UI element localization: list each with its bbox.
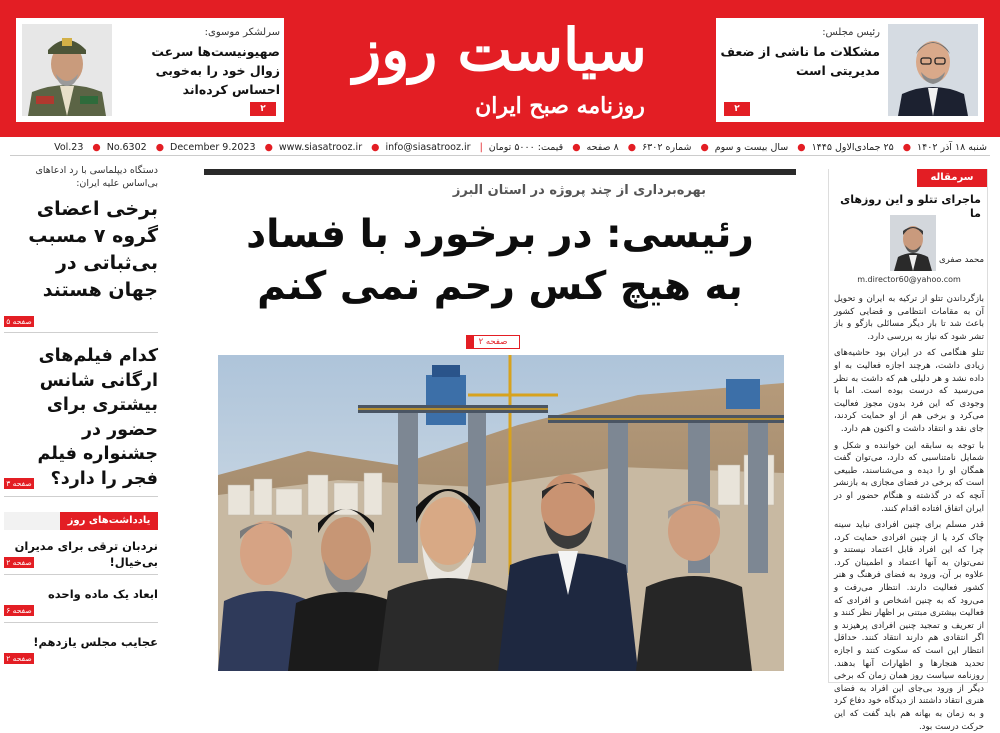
masthead: [0, 0, 1000, 137]
separator-dot: ●: [572, 142, 581, 153]
story-g7[interactable]: [4, 164, 158, 304]
general-portrait: [22, 24, 112, 116]
editorial-tab: سرمقاله: [917, 169, 987, 187]
email-link[interactable]: info@siasatrooz.ir: [385, 142, 471, 153]
separator-dot: ●: [155, 142, 164, 153]
note-item[interactable]: ابعاد یک ماده واحده: [47, 587, 158, 601]
masthead-left-text: [120, 26, 280, 99]
lead-story-photo[interactable]: [218, 355, 784, 671]
masthead-story-right[interactable]: [716, 18, 984, 122]
separator-dot: ●: [92, 142, 101, 153]
issue-number-en: No.6302: [106, 142, 147, 153]
logo-title: سیاست روز: [353, 16, 647, 84]
page-reference-tag: صفحه ۳: [4, 478, 34, 489]
page-reference-tag: صفحه ۵: [4, 316, 34, 327]
page-reference-tag: ۲: [250, 102, 276, 116]
divider: [4, 574, 158, 575]
website-link[interactable]: www.siasatrooz.ir: [278, 142, 363, 153]
masthead-left-kicker: سرلشکر موسوی:: [204, 27, 280, 38]
page-count: ۸ صفحه: [586, 142, 619, 153]
author-email[interactable]: m.director60@yahoo.com: [857, 275, 961, 284]
note-item[interactable]: نردبان ترقی برای مدیران بی‌خیال!: [14, 539, 158, 569]
story-g7-kicker: دستگاه دیپلماسی با رد ادعاهای بی‌اساس علیه ایران:: [35, 165, 158, 189]
masthead-right-headline[interactable]: مشکلات ما ناشی از ضعف مدیریتی است: [720, 44, 880, 78]
logo-subtitle: روزنامه صبح ایران: [475, 93, 645, 119]
masthead-right-text: [720, 26, 880, 80]
newspaper-logo: [330, 8, 670, 128]
separator-dot: ●: [627, 142, 637, 153]
editorial-paragraph: بازگرداندن تتلو از ترکیه به ایران و تحویل آن به مقامات انتظامی و قضایی کشور باعث شد تا بار دیگر مسائلی بازگو و باز تشر شود که نیاز به بررسی دارد.: [834, 294, 984, 342]
page-reference-tag: صفحه ۲: [4, 557, 34, 568]
publication-year: سال بیست و سوم: [714, 142, 789, 153]
separator-dot: |: [479, 142, 483, 153]
author-box: [834, 215, 984, 297]
page-reference-marker: [466, 335, 474, 349]
masthead-right-kicker: رئیس مجلس:: [822, 27, 880, 38]
issue-info-strip: [10, 140, 990, 156]
story-fajr-festival[interactable]: [4, 344, 158, 491]
lead-story-supertitle: بهره‌برداری از چند پروژه در استان البرز: [452, 183, 706, 198]
page-reference-tag: صفحه ۶: [4, 605, 34, 616]
divider: [4, 332, 158, 333]
volume-en: Vol.23: [54, 142, 84, 153]
editorial-column: [828, 169, 988, 732]
editorial-title[interactable]: ماجرای تتلو و این روزهای ما: [840, 193, 981, 220]
author-name: محمد صفری: [939, 255, 984, 265]
notes-header-bar: [4, 512, 60, 530]
note-item[interactable]: عجایب مجلس یازدهم!: [33, 635, 158, 649]
masthead-left-headline[interactable]: صهیونیست‌ها سرعت زوال خود را به‌خوبی احساس کرده‌اند: [151, 44, 280, 97]
divider: [4, 622, 158, 623]
separator-dot: ●: [700, 142, 709, 153]
date-english: December 9.2023: [170, 142, 256, 153]
lead-story-headline[interactable]: رئیسی: در برخورد با فساد به هیچ کس رحم نمی کنم: [246, 212, 754, 309]
daily-notes-tab: یادداشت‌های روز: [60, 512, 158, 530]
separator-dot: ●: [264, 142, 273, 153]
story-fajr-headline[interactable]: کدام فیلم‌های ارگانی شانس بیشتری برای حضور در جشنواره فیلم فجر را دارد؟: [37, 346, 158, 489]
divider: [4, 496, 158, 497]
issue-number-fa: شماره ۶۳۰۲: [642, 142, 692, 153]
left-column: [0, 160, 162, 683]
separator-dot: ●: [902, 142, 912, 153]
story-g7-headline[interactable]: برخی اعضای گروه ۷ مسبب بی‌ثباتی در جهان هستند: [28, 198, 158, 301]
lead-story-top-rule: [204, 169, 796, 175]
price: قیمت: ۵۰۰۰ تومان: [488, 142, 564, 153]
page-reference-tag: صفحه ۲: [466, 335, 520, 349]
lead-story: [204, 169, 796, 683]
date-persian: شنبه ۱۸ آذر ۱۴۰۲: [917, 142, 987, 153]
editorial-paragraph: تتلو هنگامی که در ایران بود حاشیه‌های زیادی داشت، هرچند اجازه فعالیت به او داده نشد و هر دلیلی هم که داشت به نظر می‌رسید که درست بوده است. اما با وجودی که این فرد بدون مجوز فعالیت می‌کرد و برخی هم از او حمایت کردند، جای نقد و انتقاد داشت و اکنون هم دارد.: [834, 348, 984, 434]
separator-dot: ●: [371, 142, 380, 153]
editorial-body: [834, 293, 984, 732]
editorial-paragraph: قدر مسلم برای چنین افرادی نباید سینه چاک کرد یا از چنین افرادی حمایت کرد، چرا که این افراد قابل اعتماد نیستند و نمی‌توان به آنها اعتماد و اطمینان کرد. علاوه بر آن، ورود به فضای فرهنگ و هنر کشور فعالیت دارند. انتظار می‌رفت و می‌رود که به چنین اشخاص و افرادی که فعالیت بیشتری مبتنی بر اظهار نظر کنند و از تعریف و تمجید چنین افرادی پرهیزند و اگر انتقادی هم دارند انتقاد کنند. حداقل انتظار این است که سکوت کنند و اجازه تحدید هنجارها و اظهارات آنها بدهند. روزنامه سیاست روز همان زمان که برخی دیگر از ورود بی‌جای این افراد به فضای هنری انتقاد داشتند از دیدگاه خود دفاع کرد و به زمان به بهانه هم باید گفت که این حرکت درست بود.: [834, 520, 984, 732]
editorial-paragraph: با توجه به سابقه این خواننده و شکل و شمایل نامتناسبی که دارد، می‌توان گفت همگان او را دیده و می‌شناسند، طبیعی است که برخی در فضای مجازی به بازنشر آنچه که در گذشته و هنگام حضور او در ایران اتفاق افتاده اقدام کنند.: [834, 440, 984, 514]
date-hijri: ۲۵ جمادی‌الاول ۱۴۴۵: [811, 142, 894, 153]
speaker-portrait: [888, 24, 978, 116]
page-reference-tag: ۲: [724, 102, 750, 116]
masthead-story-left[interactable]: [16, 18, 284, 122]
page-reference-tag: صفحه ۲: [4, 653, 34, 664]
separator-dot: ●: [797, 142, 806, 153]
